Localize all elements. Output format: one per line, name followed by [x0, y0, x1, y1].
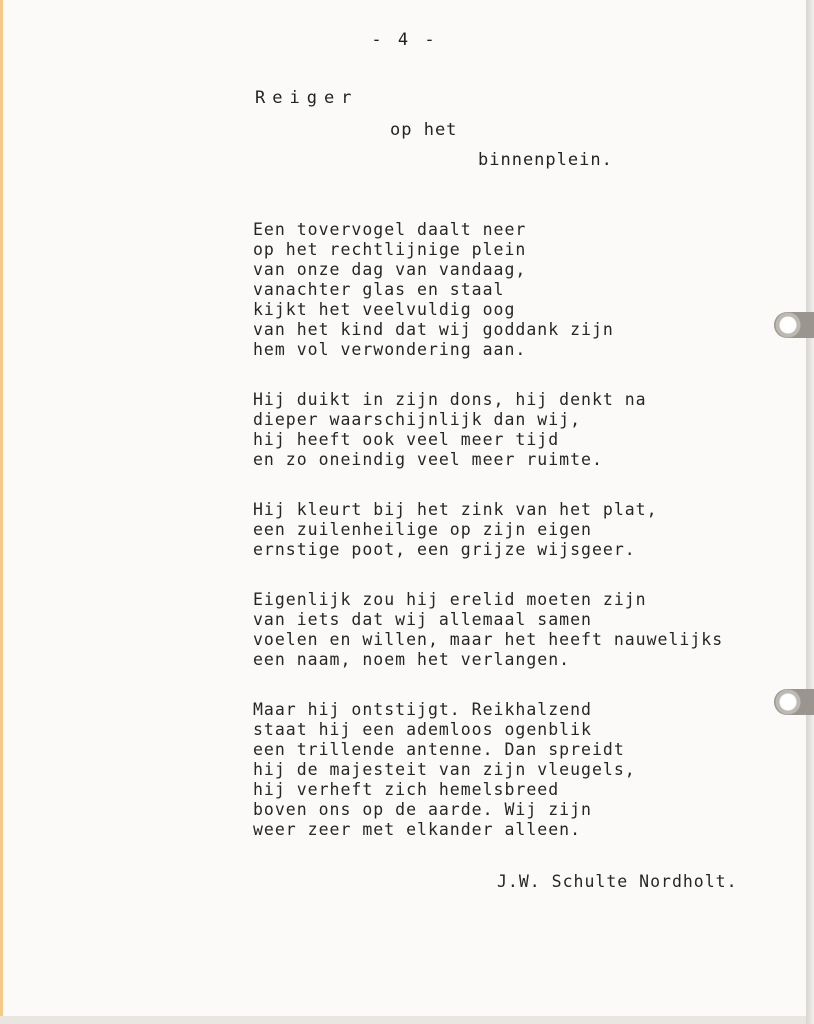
- poem-line: hij heeft ook veel meer tijd: [253, 430, 560, 449]
- poem-line: een zuilenheilige op zijn eigen: [253, 520, 592, 539]
- poem-line: Eigenlijk zou hij erelid moeten zijn: [253, 590, 647, 609]
- poem-line: boven ons op de aarde. Wij zijn: [253, 800, 592, 819]
- poem-line: hem vol verwondering aan.: [253, 340, 527, 359]
- poem-line: weer zeer met elkander alleen.: [253, 820, 582, 839]
- poem-line: dieper waarschijnlijk dan wij,: [253, 410, 582, 429]
- poem-line: van het kind dat wij goddank zijn: [253, 320, 614, 339]
- poem-body: [253, 220, 793, 870]
- poem-title-line-3: binnenplein.: [478, 150, 613, 170]
- poem-title-line-1: Reiger: [255, 88, 359, 108]
- poem-line: voelen en willen, maar het heeft nauwelijks: [253, 630, 724, 649]
- page-edge: [806, 0, 814, 1024]
- poem-line: ernstige poot, een grijze wijsgeer.: [253, 540, 636, 559]
- stanza-3: [253, 500, 793, 560]
- poem-line: vanachter glas en staal: [253, 280, 505, 299]
- poem-line: Een tovervogel daalt neer: [253, 220, 527, 239]
- stanza-4: [253, 590, 793, 670]
- poem-line: staat hij een ademloos ogenblik: [253, 720, 592, 739]
- poem-line: Hij duikt in zijn dons, hij denkt na: [253, 390, 647, 409]
- poem-line: hij de majesteit van zijn vleugels,: [253, 760, 636, 779]
- binder-ring-icon: [774, 689, 814, 715]
- poem-line: een trillende antenne. Dan spreidt: [253, 740, 625, 759]
- poem-title-line-2: op het: [390, 120, 458, 140]
- poem-line: van onze dag van vandaag,: [253, 260, 527, 279]
- stanza-2: [253, 390, 793, 470]
- stanza-1: [253, 220, 793, 360]
- author-signature: J.W. Schulte Nordholt.: [497, 872, 738, 891]
- poem-line: kijkt het veelvuldig oog: [253, 300, 516, 319]
- poem-line: van iets dat wij allemaal samen: [253, 610, 592, 629]
- poem-line: een naam, noem het verlangen.: [253, 650, 571, 669]
- stanza-5: [253, 700, 793, 840]
- poem-line: en zo oneindig veel meer ruimte.: [253, 450, 603, 469]
- poem-line: hij verheft zich hemelsbreed: [253, 780, 560, 799]
- poem-line: op het rechtlijnige plein: [253, 240, 527, 259]
- poem-line: Maar hij ontstijgt. Reikhalzend: [253, 700, 592, 719]
- binder-ring-icon: [774, 312, 814, 338]
- page-number: - 4 -: [371, 30, 438, 50]
- poem-line: Hij kleurt bij het zink van het plat,: [253, 500, 658, 519]
